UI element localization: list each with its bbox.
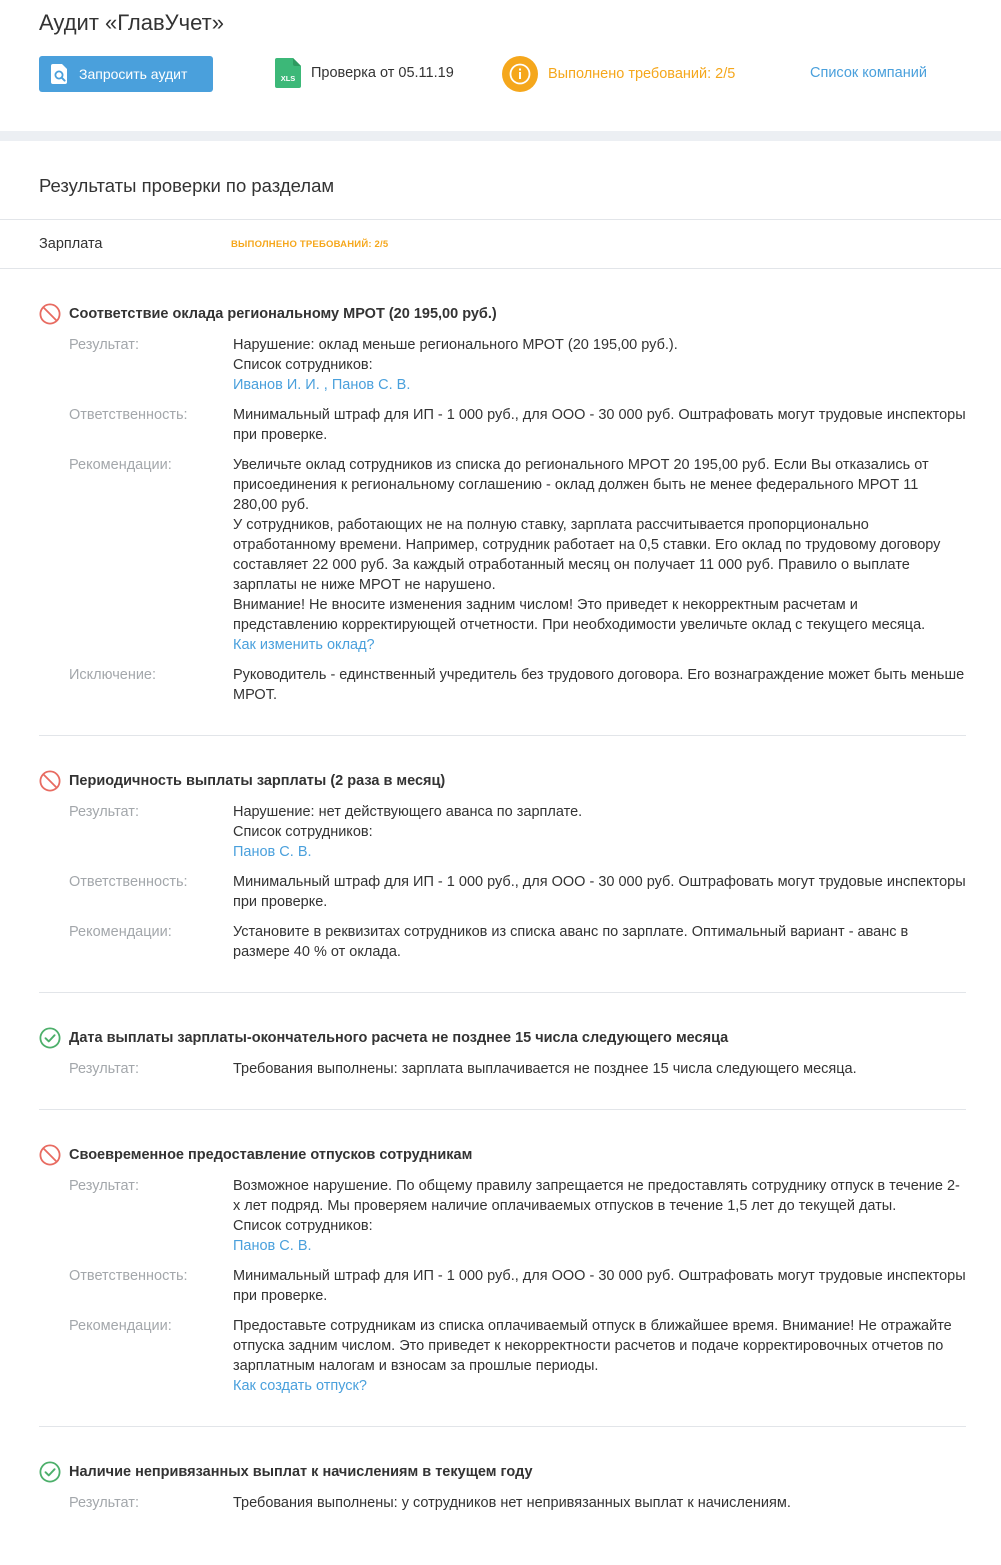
result-row-label: Результат: xyxy=(69,1495,139,1511)
result-row xyxy=(39,1176,966,1256)
recommendations-row-body xyxy=(233,922,966,962)
result-row-label: Результат: xyxy=(69,1061,139,1077)
check-item xyxy=(39,269,966,736)
exception-text: Руководитель - единственный учредитель без трудового договора. Его вознаграждение может быть меньше МРОТ. xyxy=(233,667,965,703)
results-title: Результаты проверки по разделам xyxy=(39,175,335,196)
recommendations-row-label: Рекомендации: xyxy=(69,1318,172,1334)
result-line: Требования выполнены: зарплата выплачивается не позднее 15 числа следующего месяца. xyxy=(233,1061,857,1077)
result-line: Список сотрудников: xyxy=(233,357,373,373)
check-item xyxy=(39,993,966,1110)
prohibited-icon xyxy=(39,1144,61,1166)
result-row-body xyxy=(233,1059,966,1079)
employees-link[interactable]: Панов С. В. xyxy=(233,844,312,860)
requirements-status xyxy=(502,56,735,92)
check-circle-icon xyxy=(39,1461,61,1483)
check-item xyxy=(39,1427,966,1543)
responsibility-row-body xyxy=(233,872,966,912)
recommendation-text: У сотрудников, работающих не на полную ставку, зарплата рассчитывается пропорционально отработанному времени. Например, сотрудник работает на 0,5 ставки. Его оклад по трудовому договору составляет 22 000 руб. За каждый отработанный месяц он получает 11 000 руб. Правило о выплате зарплаты не ниже МРОТ не нарушено. xyxy=(233,517,941,593)
page-header xyxy=(0,0,1001,131)
result-row-label: Результат: xyxy=(69,337,139,353)
recommendation-text: Установите в реквизитах сотрудников из списка аванс по зарплате. Оптимальный вариант - аванс в размере 40 % от оклада. xyxy=(233,924,909,960)
section-status-badge: ВЫПОЛНЕНО ТРЕБОВАНИЙ: 2/5 xyxy=(231,239,389,250)
section-header-salary[interactable] xyxy=(0,219,1001,269)
request-audit-button[interactable] xyxy=(39,56,213,92)
check-title-text: Своевременное предоставление отпусков сотрудникам xyxy=(69,1147,473,1163)
result-line: Возможное нарушение. По общему правилу запрещается не предоставлять сотруднику отпуск в течение 2-х лет подряд. Мы проверяем наличие оплачиваемых отпусков в течение 1,5 лет до текущей даты. xyxy=(233,1178,960,1214)
check-title xyxy=(39,303,966,325)
check-title-text: Соответствие оклада региональному МРОТ (20 195,00 руб.) xyxy=(69,306,497,322)
responsibility-text: Минимальный штраф для ИП - 1 000 руб., для ООО - 30 000 руб. Оштрафовать могут трудовые инспекторы при проверке. xyxy=(233,1268,966,1304)
responsibility-row xyxy=(39,405,966,445)
prohibited-icon xyxy=(39,770,61,792)
companies-list-link[interactable]: Список компаний xyxy=(810,65,927,81)
responsibility-row-label: Ответственность: xyxy=(69,874,188,890)
result-line: Нарушение: нет действующего аванса по зарплате. xyxy=(233,804,583,820)
check-title xyxy=(39,1461,966,1483)
result-row-body xyxy=(233,1176,966,1256)
result-row-body xyxy=(233,802,966,862)
responsibility-row-label: Ответственность: xyxy=(69,1268,188,1284)
recommendations-row xyxy=(39,922,966,962)
responsibility-text: Минимальный штраф для ИП - 1 000 руб., для ООО - 30 000 руб. Оштрафовать могут трудовые инспекторы при проверке. xyxy=(233,874,966,910)
result-row xyxy=(39,802,966,862)
xls-file-icon xyxy=(275,58,301,88)
divider-bar xyxy=(0,131,1001,141)
exception-row xyxy=(39,665,966,705)
check-title xyxy=(39,1027,966,1049)
check-title-text: Периодичность выплаты зарплаты (2 раза в месяц) xyxy=(69,773,446,789)
result-line: Требования выполнены: у сотрудников нет непривязанных выплат к начислениям. xyxy=(233,1495,791,1511)
document-search-icon xyxy=(51,64,69,84)
check-item xyxy=(39,736,966,993)
recommendations-row-body xyxy=(233,1316,966,1396)
result-row xyxy=(39,335,966,395)
recommendation-text: Увеличьте оклад сотрудников из списка до регионального МРОТ 20 195,00 руб. Если Вы отказались от присоединения к региональному соглашению - оклад должен быть не менее федерального МРОТ 11 280,00 руб. xyxy=(233,457,929,513)
xls-report-label: Проверка от 05.11.19 xyxy=(311,65,454,81)
result-row-body xyxy=(233,1493,966,1513)
check-circle-icon xyxy=(39,1027,61,1049)
result-row xyxy=(39,1493,966,1513)
requirements-status-text: Выполнено требований: 2/5 xyxy=(548,66,736,82)
result-line: Список сотрудников: xyxy=(233,1218,373,1234)
responsibility-text: Минимальный штраф для ИП - 1 000 руб., для ООО - 30 000 руб. Оштрафовать могут трудовые инспекторы при проверке. xyxy=(233,407,966,443)
check-title-text: Дата выплаты зарплаты-окончательного расчета не позднее 15 числа следующего месяца xyxy=(69,1030,729,1046)
recommendations-row xyxy=(39,455,966,655)
recommendations-row-body xyxy=(233,455,966,655)
exception-row-label: Исключение: xyxy=(69,667,157,683)
recommendations-row-label: Рекомендации: xyxy=(69,457,172,473)
result-line: Список сотрудников: xyxy=(233,824,373,840)
result-row-label: Результат: xyxy=(69,804,139,820)
request-audit-label: Запросить аудит xyxy=(79,66,188,82)
responsibility-row-body xyxy=(233,1266,966,1306)
responsibility-row-body xyxy=(233,405,966,445)
recommendations-row-label: Рекомендации: xyxy=(69,924,172,940)
check-title xyxy=(39,1144,966,1166)
page-title: Аудит «ГлавУчет» xyxy=(39,10,224,35)
result-row-body xyxy=(233,335,966,395)
prohibited-icon xyxy=(39,303,61,325)
employees-link[interactable]: Панов С. В. xyxy=(233,1238,312,1254)
result-row xyxy=(39,1059,966,1079)
result-row-label: Результат: xyxy=(69,1178,139,1194)
exception-row-body xyxy=(233,665,966,705)
toolbar xyxy=(39,56,962,92)
xls-badge: XLS xyxy=(280,74,296,83)
help-link[interactable]: Как создать отпуск? xyxy=(233,1378,367,1394)
check-title-text: Наличие непривязанных выплат к начислениям в текущем году xyxy=(69,1464,533,1480)
checks-list xyxy=(0,269,1001,1543)
recommendation-text: Предоставьте сотрудникам из списка оплачиваемый отпуск в ближайшее время. Внимание! Не отражайте отпуска задним числом. Это приведет к некорректности расчетов и подаче корректировочных отчетов по зарплатным налогам и взносам за прошлые периоды. xyxy=(233,1318,952,1374)
result-line: Нарушение: оклад меньше регионального МРОТ (20 195,00 руб.). xyxy=(233,337,678,353)
responsibility-row-label: Ответственность: xyxy=(69,407,188,423)
responsibility-row xyxy=(39,1266,966,1306)
help-link[interactable]: Как изменить оклад? xyxy=(233,637,375,653)
xls-report-link[interactable] xyxy=(275,58,454,88)
check-item xyxy=(39,1110,966,1427)
recommendation-text: Внимание! Не вносите изменения задним числом! Это приведет к некорректным расчетам и представлению корректирующей отчетности. При необходимости увеличьте оклад с текущего месяца. xyxy=(233,597,926,633)
recommendations-row xyxy=(39,1316,966,1396)
responsibility-row xyxy=(39,872,966,912)
section-name: Зарплата xyxy=(39,236,103,252)
employees-link[interactable]: Иванов И. И. , Панов С. В. xyxy=(233,377,411,393)
info-icon xyxy=(502,56,538,92)
check-title xyxy=(39,770,966,792)
